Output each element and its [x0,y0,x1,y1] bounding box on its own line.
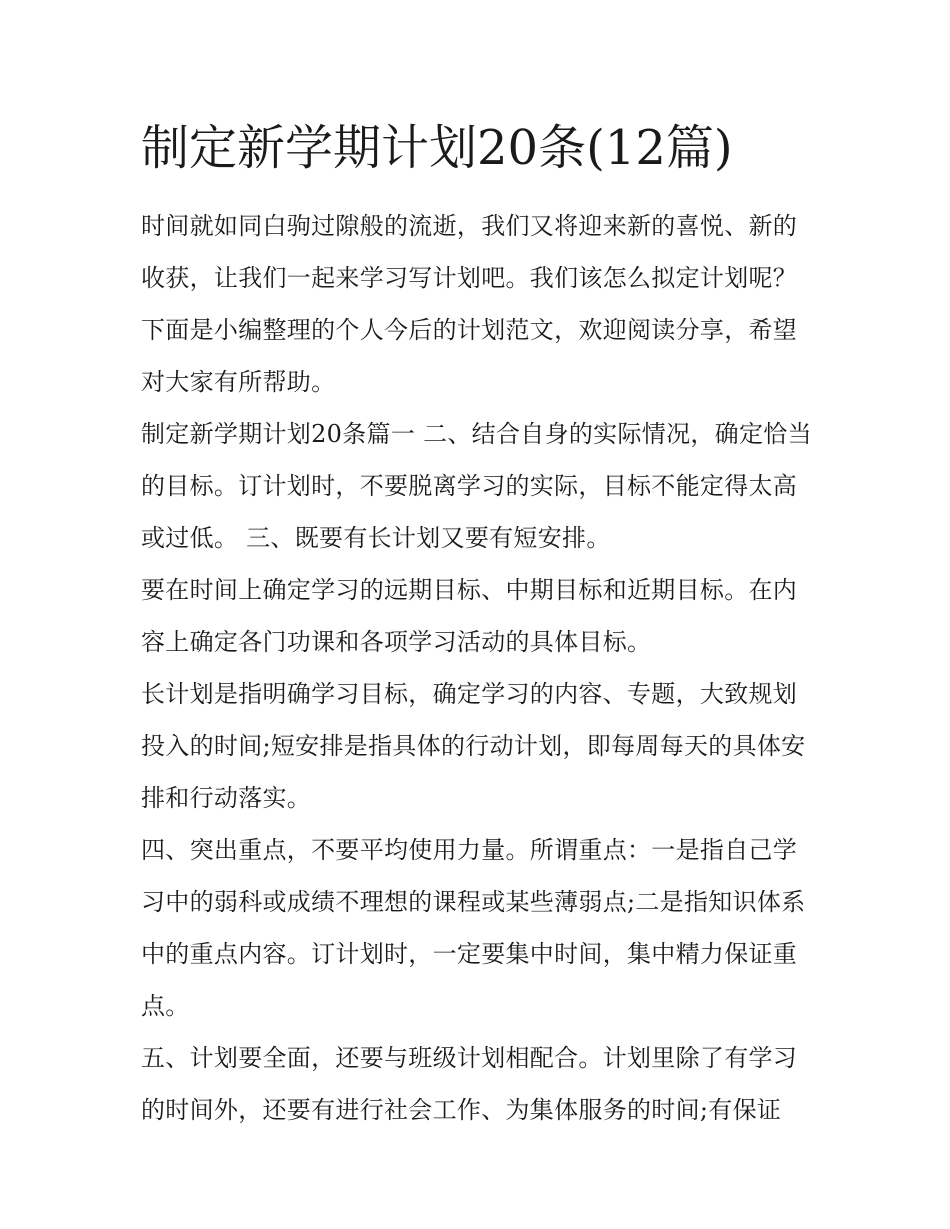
paragraph-3: 长计划是指明确学习目标，确定学习的内容、专题，大致规划投入的时间;短安排是指具体的行动计划，即每周每天的具体安排和行动落实。 [141,680,806,812]
paragraph-1: 制定新学期计划20条篇一 二、结合自身的实际情况，确定恰当的目标。订计划时，不要脱离学习的实际，目标不能定得太高或过低。 三、既要有长计划又要有短安排。 [141,420,812,552]
paragraph-4: 四、突出重点，不要平均使用力量。所谓重点：一是指自己学习中的弱科或成绩不理想的课程或某些薄弱点;二是指知识体系中的重点内容。订计划时，一定要集中时间，集中精力保证重点。 [141,836,806,1020]
document-title: 制定新学期计划20条(12篇) [141,120,733,176]
document-page [141,112,813,1136]
paragraph-2: 要在时间上确定学习的远期目标、中期目标和近期目标。在内容上确定各门功课和各项学习活动的具体目标。 [141,576,798,656]
paragraph-intro: 时间就如同白驹过隙般的流逝，我们又将迎来新的喜悦、新的收获，让我们一起来学习写计划吧。我们该怎么拟定计划呢？下面是小编整理的个人今后的计划范文，欢迎阅读分享，希望对大家有所帮助。 [141,212,798,396]
paragraph-5: 五、计划要全面，还要与班级计划相配合。计划里除了有学习的时间外，还要有进行社会工作、为集体服务的时间;有保证 [141,1044,798,1124]
